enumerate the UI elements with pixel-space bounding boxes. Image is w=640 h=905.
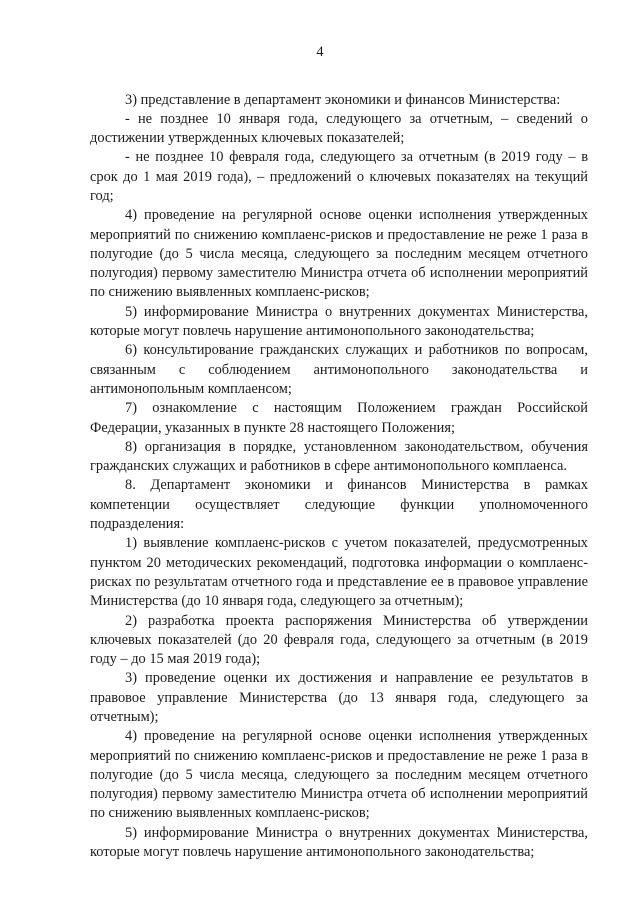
paragraph-item-4: 4) проведение на регулярной основе оценки исполнения утвержденных мероприятий по снижению комплаенс-рисков и предоставление не реже 1 раза в полугодие (до 5 числа месяца, следующего за последним месяцем отчетного полугодия) первому заместителю Министра отчета об исполнении мероприятий по снижению выявленных комплаенс-рисков; [90,207,588,301]
paragraph-item-6: 6) консультирование гражданских служащих и работников по вопросам, связанным с соблюдением антимонопольного законодательства и антимонопольным комплаенсом; [90,342,588,397]
paragraph-section-8-item-4: 4) проведение на регулярной основе оценки исполнения утвержденных мероприятий по снижению комплаенс-рисков и предоставление не реже 1 раза в полугодие (до 5 числа месяца, следующего за последним месяцем отчетного полугодия) первому заместителю Министра отчета об исполнении мероприятий по снижению выявленных комплаенс-рисков; [90,728,588,822]
paragraph-item-8: 8) организация в порядке, установленном законодательством, обучения гражданских служащих и работников в сфере антимонопольного комплаенса. [90,438,588,475]
paragraph-section-8-item-3: 3) проведение оценки их достижения и направление ее результатов в правовое управление Министерства (до 13 января года, следующего за отчетным); [90,670,588,725]
paragraph-item-3: 3) представление в департамент экономики и финансов Министерства: [125,91,561,108]
document-body [90,91,588,863]
paragraph-subitem-january-deadline: - не позднее 10 января года, следующего за отчетным, – сведений о достижении утвержденных ключевых показателей; [90,110,588,147]
paragraph-section-8-item-1: 1) выявление комплаенс-рисков с учетом показателей, предусмотренных пунктом 20 методических рекомендаций, подготовка информации о комплаенс-рисках по результатам отчетного года и представление ее в правовое управление Министерства (до 10 января года, следующего за отчетным); [90,535,588,610]
paragraph-subitem-february-deadline: - не позднее 10 февраля года, следующего за отчетным (в 2019 году – в срок до 1 мая 2019 года), – предложений о ключевых показателях на текущий год; [90,149,588,204]
paragraph-section-8: 8. Департамент экономики и финансов Министерства в рамках компетенции осуществляет следующие функции уполномоченного подразделения: [90,477,588,533]
paragraph-section-8-item-2: 2) разработка проекта распоряжения Министерства об утверждении ключевых показателей (до 20 февраля года, следующего за отчетным (в 2019 году – до 15 мая 2019 года); [90,612,588,668]
paragraph-item-5: 5) информирование Министра о внутренних документах Министерства, которые могут повлечь нарушение антимонопольного законодательства; [90,303,588,340]
paragraph-section-8-item-5: 5) информирование Министра о внутренних документах Министерства, которые могут повлечь нарушение антимонопольного законодательства; [90,824,588,861]
paragraph-item-7: 7) ознакомление с настоящим Положением граждан Российской Федерации, указанных в пункте 28 настоящего Положения; [90,400,588,436]
page-number: 4 [316,44,324,60]
